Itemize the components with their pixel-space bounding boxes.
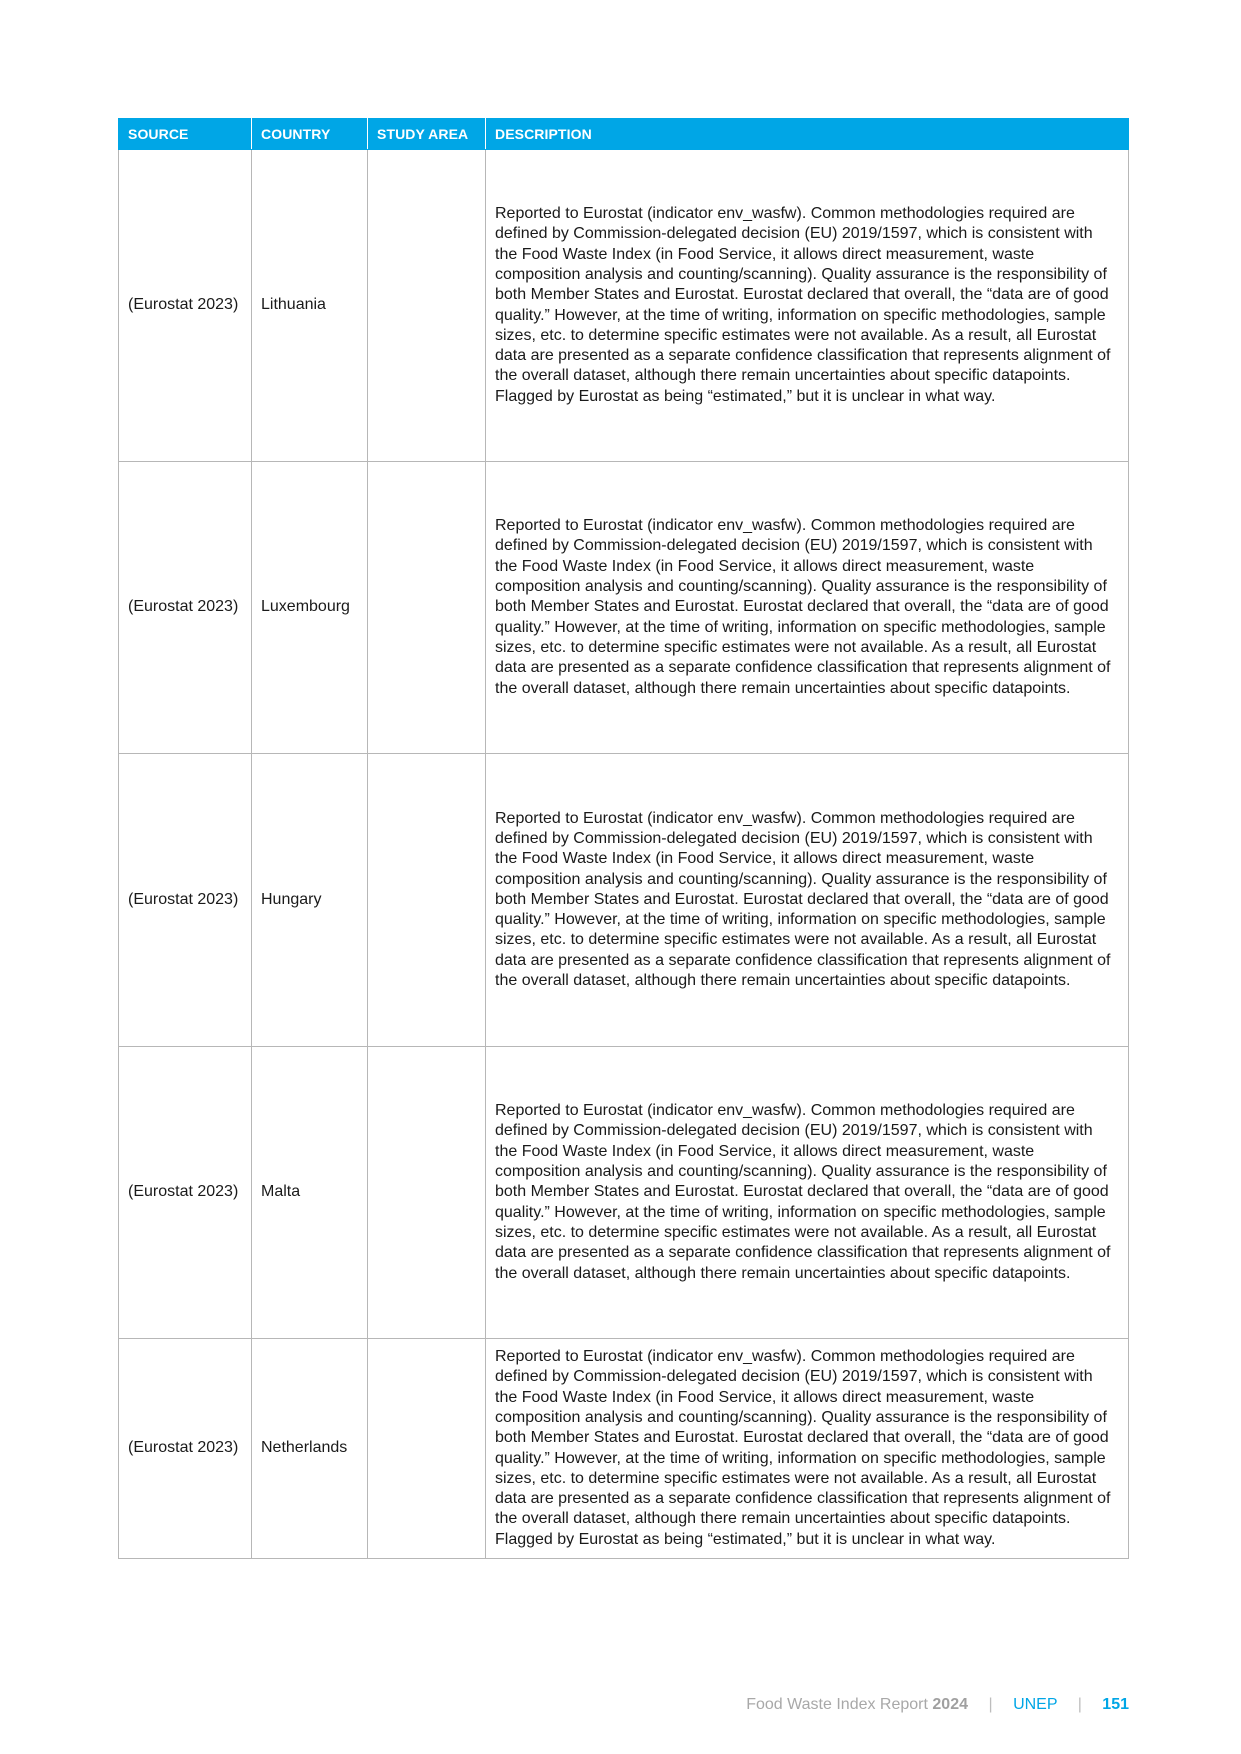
page-footer [746,1696,1129,1714]
footer-separator: | [1077,1696,1082,1713]
cell-source: (Eurostat 2023) [119,754,252,1047]
cell-study-area [368,1339,486,1559]
header-country: COUNTRY [252,119,368,150]
cell-source: (Eurostat 2023) [119,462,252,754]
cell-source: (Eurostat 2023) [119,1339,252,1559]
table-row [119,1047,1129,1339]
table-row [119,462,1129,754]
cell-description: Reported to Eurostat (indicator env_wasfw). Common methodologies required are defined by Commission-delegated decision (EU) 2019/1597, which is consistent with the Food Waste Index (in Food Service, it allows direct measurement, waste composition analysis and counting/scanning). Quality assurance is the responsibility of both Member States and Eurostat. Eurostat declared that overall, the “data are of good quality.” However, at the time of writing, information on specific methodologies, sample sizes, etc. to determine specific estimates were not available. As a result, all Eurostat data are presented as a separate confidence classification that represents alignment of the overall dataset, although there remain uncertainties about specific datapoints. [486,1047,1129,1339]
cell-description: Reported to Eurostat (indicator env_wasfw). Common methodologies required are defined by Commission-delegated decision (EU) 2019/1597, which is consistent with the Food Waste Index (in Food Service, it allows direct measurement, waste composition analysis and counting/scanning). Quality assurance is the responsibility of both Member States and Eurostat. Eurostat declared that overall, the “data are of good quality.” However, at the time of writing, information on specific methodologies, sample sizes, etc. to determine specific estimates were not available. As a result, all Eurostat data are presented as a separate confidence classification that represents alignment of the overall dataset, although there remain uncertainties about specific datapoints. Flagged by Eurostat as being “estimated,” but it is unclear in what way. [486,1339,1129,1559]
table-row [119,1339,1129,1559]
cell-study-area [368,1047,486,1339]
footer-separator: | [988,1696,993,1713]
footer-organization[interactable]: UNEP [1013,1696,1058,1713]
data-table [118,118,1129,1559]
header-study-area: STUDY AREA [368,119,486,150]
cell-description: Reported to Eurostat (indicator env_wasfw). Common methodologies required are defined by Commission-delegated decision (EU) 2019/1597, which is consistent with the Food Waste Index (in Food Service, it allows direct measurement, waste composition analysis and counting/scanning). Quality assurance is the responsibility of both Member States and Eurostat. Eurostat declared that overall, the “data are of good quality.” However, at the time of writing, information on specific methodologies, sample sizes, etc. to determine specific estimates were not available. As a result, all Eurostat data are presented as a separate confidence classification that represents alignment of the overall dataset, although there remain uncertainties about specific datapoints. [486,462,1129,754]
cell-country: Netherlands [252,1339,368,1559]
table-header-row [119,119,1129,150]
table-row [119,150,1129,462]
cell-country: Hungary [252,754,368,1047]
cell-study-area [368,150,486,462]
cell-source: (Eurostat 2023) [119,1047,252,1339]
cell-country: Malta [252,1047,368,1339]
cell-source: (Eurostat 2023) [119,150,252,462]
cell-description: Reported to Eurostat (indicator env_wasfw). Common methodologies required are defined by Commission-delegated decision (EU) 2019/1597, which is consistent with the Food Waste Index (in Food Service, it allows direct measurement, waste composition analysis and counting/scanning). Quality assurance is the responsibility of both Member States and Eurostat. Eurostat declared that overall, the “data are of good quality.” However, at the time of writing, information on specific methodologies, sample sizes, etc. to determine specific estimates were not available. As a result, all Eurostat data are presented as a separate confidence classification that represents alignment of the overall dataset, although there remain uncertainties about specific datapoints. [486,754,1129,1047]
footer-report-title: Food Waste Index Report [746,1696,928,1713]
cell-country: Luxembourg [252,462,368,754]
cell-study-area [368,754,486,1047]
cell-study-area [368,462,486,754]
cell-country: Lithuania [252,150,368,462]
footer-year: 2024 [932,1696,968,1713]
cell-description: Reported to Eurostat (indicator env_wasfw). Common methodologies required are defined by Commission-delegated decision (EU) 2019/1597, which is consistent with the Food Waste Index (in Food Service, it allows direct measurement, waste composition analysis and counting/scanning). Quality assurance is the responsibility of both Member States and Eurostat. Eurostat declared that overall, the “data are of good quality.” However, at the time of writing, information on specific methodologies, sample sizes, etc. to determine specific estimates were not available. As a result, all Eurostat data are presented as a separate confidence classification that represents alignment of the overall dataset, although there remain uncertainties about specific datapoints. Flagged by Eurostat as being “estimated,” but it is unclear in what way. [486,150,1129,462]
footer-page-number: 151 [1102,1696,1129,1713]
header-description: DESCRIPTION [486,119,1129,150]
header-source: SOURCE [119,119,252,150]
table-row [119,754,1129,1047]
